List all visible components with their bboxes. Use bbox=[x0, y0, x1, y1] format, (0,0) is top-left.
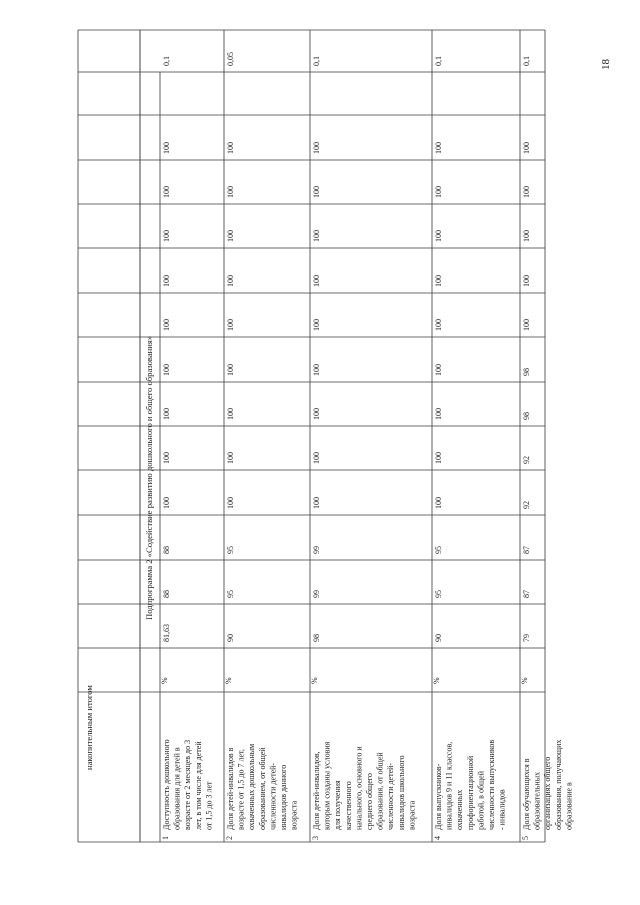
value-cell: 100 bbox=[226, 497, 235, 509]
value-cell: 99 bbox=[312, 590, 321, 598]
row-number: 4 bbox=[433, 836, 442, 840]
indicator-text-line: возрасте от 2 месяцев до 3 bbox=[183, 739, 193, 830]
unit-cell: % bbox=[432, 677, 441, 684]
value-cell: 100 bbox=[434, 408, 443, 420]
indicator-text-line: образованием, от общей bbox=[257, 747, 267, 830]
indicator-text-line: инвалидов данного bbox=[279, 764, 288, 830]
value-cell: 87 bbox=[522, 546, 531, 554]
value-cell: 100 bbox=[312, 230, 321, 242]
value-cell: 100 bbox=[522, 275, 531, 287]
weight-cell: 0,05 bbox=[226, 52, 235, 66]
indicator-text-line: инвалидов 9 и 11 классов, bbox=[444, 741, 454, 830]
value-cell: 100 bbox=[226, 452, 235, 464]
value-cell: 100 bbox=[312, 275, 321, 287]
weight-cell: 0,1 bbox=[522, 56, 531, 66]
unit-cell: % bbox=[224, 677, 233, 684]
subprogram-title: Подпрограмма 2 «Содействие развитию дошкольного и общего образования» bbox=[144, 335, 154, 620]
value-cell: 100 bbox=[312, 452, 321, 464]
indicator-text-line: Доля выпускников- bbox=[434, 763, 443, 830]
value-cell: 100 bbox=[522, 319, 531, 331]
indicator-text-line: численности выпускников bbox=[487, 739, 496, 830]
value-cell: 87 bbox=[522, 590, 531, 598]
value-cell: 100 bbox=[312, 319, 321, 331]
value-cell: 100 bbox=[162, 364, 171, 376]
value-cell: 99 bbox=[312, 546, 321, 554]
value-cell: 90 bbox=[226, 634, 235, 642]
value-cell: 95 bbox=[226, 546, 235, 554]
indicator-text-line: численности детей- bbox=[386, 762, 396, 830]
value-cell: 92 bbox=[522, 456, 531, 464]
value-cell: 100 bbox=[226, 142, 235, 154]
indicator-text-line: начального, основного и bbox=[354, 746, 364, 830]
value-cell: 100 bbox=[226, 408, 235, 420]
indicator-text-line: возрасте от 1,5 до 7 лет, bbox=[236, 749, 246, 830]
value-cell: 100 bbox=[312, 186, 321, 198]
weight-cell: 0,1 bbox=[312, 56, 321, 66]
value-cell: 100 bbox=[434, 452, 443, 464]
value-cell: 98 bbox=[522, 412, 531, 420]
value-cell: 100 bbox=[434, 275, 443, 287]
value-cell: 100 bbox=[312, 497, 321, 509]
value-cell: 100 bbox=[226, 319, 235, 331]
value-cell: 100 bbox=[434, 497, 443, 509]
indicator-text-line: среднего общего bbox=[365, 773, 374, 830]
value-cell: 100 bbox=[162, 275, 171, 287]
indicator-text-line: Доступность дошкольного bbox=[162, 739, 171, 830]
indicator-text-line: образования, от общей bbox=[375, 752, 385, 830]
indicator-text-line: которым созданы условия bbox=[322, 741, 332, 830]
indicator-text-line: возраста bbox=[289, 800, 299, 830]
indicator-text-line: от 1,5 до 3 лет bbox=[204, 781, 214, 830]
page-number: 18 bbox=[600, 59, 612, 70]
value-cell: 100 bbox=[162, 230, 171, 242]
indicator-text-line: образования для детей в bbox=[172, 747, 182, 830]
value-cell: 81,63 bbox=[162, 624, 171, 642]
weight-cell: 0,1 bbox=[434, 56, 443, 66]
value-cell: 100 bbox=[226, 230, 235, 242]
indicator-text-line: лет, в том числе для детей bbox=[193, 741, 203, 830]
table-cells bbox=[84, 52, 573, 840]
value-cell: 100 bbox=[434, 319, 443, 331]
indicator-text-line: организациях общего bbox=[543, 756, 553, 830]
value-cell: 100 bbox=[522, 230, 531, 242]
value-cell: 100 bbox=[312, 408, 321, 420]
header-label: накопительным итогом bbox=[84, 685, 94, 770]
indicator-text-line: охваченных дошкольным bbox=[247, 743, 257, 830]
unit-cell: % bbox=[520, 677, 529, 684]
value-cell: 100 bbox=[312, 364, 321, 376]
value-cell: 95 bbox=[434, 590, 443, 598]
row-number: 5 bbox=[521, 836, 530, 840]
indicator-text-line: инвалидов школьного bbox=[396, 755, 406, 830]
indicator-text-line: численности детей- bbox=[268, 762, 278, 830]
indicator-text-line: возраста bbox=[407, 800, 417, 830]
value-cell: 100 bbox=[162, 497, 171, 509]
indicator-text-line: качественного bbox=[343, 781, 353, 830]
indicator-text-line: для получения bbox=[333, 780, 343, 830]
value-cell: 90 bbox=[434, 634, 443, 642]
indicator-text-line: Доля детей-инвалидов в bbox=[226, 747, 235, 830]
value-cell: 100 bbox=[522, 142, 531, 154]
value-cell: 79 bbox=[522, 634, 531, 642]
indicator-text-line: образовательных bbox=[532, 771, 542, 830]
value-cell: 100 bbox=[226, 275, 235, 287]
value-cell: 100 bbox=[162, 186, 171, 198]
indicator-text-line: образования, получающих bbox=[553, 739, 563, 830]
value-cell: 100 bbox=[162, 408, 171, 420]
value-cell: 100 bbox=[226, 364, 235, 376]
indicator-text-line: Доля детей-инвалидов, bbox=[312, 751, 321, 830]
indicator-text-line: Доля обучающихся в bbox=[522, 758, 531, 830]
value-cell: 100 bbox=[434, 142, 443, 154]
value-cell: 100 bbox=[434, 230, 443, 242]
value-cell: 100 bbox=[162, 142, 171, 154]
indicator-text-line: профориентационной bbox=[465, 755, 475, 830]
value-cell: 100 bbox=[434, 364, 443, 376]
unit-cell: % bbox=[310, 677, 319, 684]
value-cell: 100 bbox=[162, 452, 171, 464]
value-cell: 100 bbox=[162, 319, 171, 331]
value-cell: 100 bbox=[226, 186, 235, 198]
row-number: 2 bbox=[225, 836, 234, 840]
value-cell: 92 bbox=[522, 501, 531, 509]
unit-cell: % bbox=[160, 677, 169, 684]
value-cell: 100 bbox=[522, 186, 531, 198]
indicator-text-line: - инвалидов bbox=[497, 789, 507, 830]
row-number: 1 bbox=[161, 836, 170, 840]
indicator-text-line: работой, в общей bbox=[476, 770, 486, 830]
indicator-text-line: образование в bbox=[564, 782, 574, 830]
value-cell: 95 bbox=[226, 590, 235, 598]
value-cell: 98 bbox=[312, 634, 321, 642]
value-cell: 100 bbox=[312, 142, 321, 154]
weight-cell: 0,1 bbox=[162, 56, 171, 66]
value-cell: 88 bbox=[162, 590, 171, 598]
row-number: 3 bbox=[311, 836, 320, 840]
indicator-text-line: охваченных bbox=[455, 789, 465, 830]
value-cell: 100 bbox=[434, 186, 443, 198]
value-cell: 88 bbox=[162, 546, 171, 554]
value-cell: 98 bbox=[522, 368, 531, 376]
value-cell: 95 bbox=[434, 546, 443, 554]
